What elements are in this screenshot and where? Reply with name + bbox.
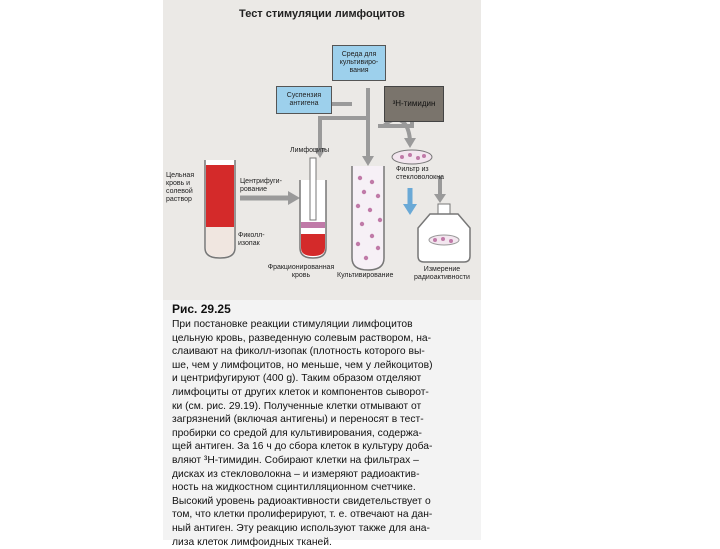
- cultivation-label: Культивирование: [337, 272, 393, 280]
- arrow-head: [404, 138, 416, 148]
- caption-line: дисках из стекловолокна – и измеряют радиоактив-: [172, 468, 477, 482]
- caption-line: ки (см. рис. 29.19). Полученные клетки отмывают от: [172, 400, 477, 414]
- caption-line: ный антиген. Эту реакцию используют также для ана-: [172, 522, 477, 536]
- caption-title: Рис. 29.25: [172, 302, 231, 316]
- filter-label: Фильтр из стекловолокна: [396, 166, 456, 182]
- fractionated-tube: [300, 158, 326, 258]
- caption-line: При постановке реакции стимуляции лимфоцитов: [172, 318, 477, 332]
- caption-line: ность на жидкостном сцинтилляционном счетчике.: [172, 481, 477, 495]
- caption-line: ше, чем у лимфоцитов, но меньше, чем у лейкоцитов): [172, 359, 477, 373]
- culture-tube: [352, 166, 384, 270]
- caption-line: цельную кровь, разведенную солевым раствором, на-: [172, 332, 477, 346]
- caption-line: Высокий уровень радиоактивности свидетельствует о: [172, 495, 477, 509]
- caption-line: загрязнений (включая антигены) и переносят в тест-: [172, 413, 477, 427]
- caption-line: вляют ³H-тимидин. Собирают клетки на фильтрах –: [172, 454, 477, 468]
- ficoll-label: Фиколл-изопак: [238, 232, 276, 248]
- fractionated-label: Фракционированная кровь: [262, 264, 340, 280]
- whole-blood-tube: [205, 160, 235, 258]
- caption-line: лимфоциты от других клеток и компонентов сыворот-: [172, 386, 477, 400]
- caption-line: том, что клетки пролиферируют, т. е. отвечают на дан-: [172, 508, 477, 522]
- scintillation-vial: [418, 204, 470, 262]
- caption-line: щей антиген. За 16 ч до сбора клеток в культуру доба-: [172, 440, 477, 454]
- centrifugation-label: Центрифуги-рование: [240, 178, 288, 194]
- media-box: Среда для культивиро-вания: [332, 45, 386, 81]
- lymphocytes-label: Лимфоциты: [290, 147, 329, 155]
- arrow-head: [362, 156, 374, 166]
- caption-line: и центрифугируют (400 g). Таким образом отделяют: [172, 372, 477, 386]
- radioactivity-label: Измерение радиоактивности: [410, 266, 474, 282]
- thymidine-box: ³H-тимидин: [384, 86, 444, 122]
- figure-title: Тест стимуляции лимфоцитов: [163, 8, 481, 20]
- caption-text: [172, 318, 477, 549]
- filter-disc: [392, 150, 432, 164]
- antigen-box: Суспензия антигена: [276, 86, 332, 114]
- whole-blood-label: Цельная кровь и солевой раствор: [166, 172, 204, 204]
- caption-line: слаивают на фиколл-изопак (плотность которого вы-: [172, 345, 477, 359]
- caption-line: пробирки со средой для культивирования, содержа-: [172, 427, 477, 441]
- caption-line: лиза клеток лимфоидных тканей.: [172, 536, 477, 549]
